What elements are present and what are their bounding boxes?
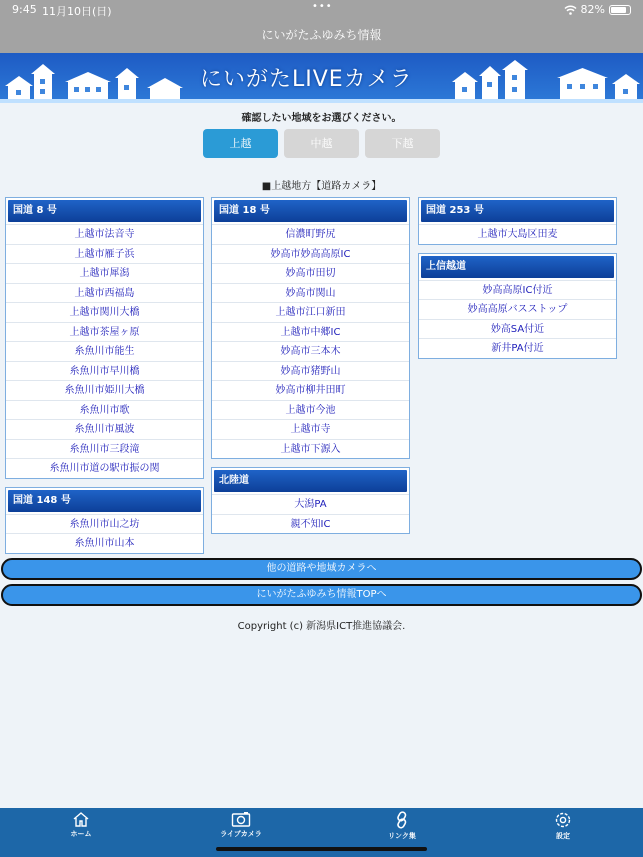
camera-group-title: 国道 148 号	[8, 490, 201, 512]
camera-link[interactable]: 上越市寺	[212, 419, 409, 439]
status-bar	[0, 0, 643, 20]
camera-link[interactable]: 妙高高原IC付近	[419, 280, 616, 300]
camera-link[interactable]: 糸魚川市姫川大橋	[6, 380, 203, 400]
tab-settings-label: 設定	[556, 832, 570, 840]
tab-live-camera[interactable]	[201, 811, 281, 839]
region-tabs	[203, 129, 440, 158]
camera-link[interactable]: 上越市犀潟	[6, 263, 203, 283]
camera-link[interactable]: 妙高SA付近	[419, 319, 616, 339]
tab-home[interactable]	[41, 811, 121, 839]
camera-link[interactable]: 妙高市関山	[212, 283, 409, 303]
status-time: 9:45	[12, 3, 37, 16]
banner	[0, 53, 643, 103]
home-icon	[72, 811, 90, 827]
gear-icon	[554, 811, 572, 829]
copyright: Copyright (c) 新潟県ICT推進協議会.	[237, 621, 406, 632]
camera-group-title: 国道 18 号	[214, 200, 407, 222]
camera-group-title: 上信越道	[421, 256, 614, 278]
status-date: 11月10日(日)	[42, 5, 112, 18]
section-title: ■上越地方【道路カメラ】	[261, 181, 382, 192]
camera-link[interactable]: 妙高市妙高高原IC	[212, 244, 409, 264]
camera-link[interactable]: 妙高市田切	[212, 263, 409, 283]
tab-chuetsu[interactable]: 中越	[284, 129, 359, 158]
camera-group-title: 国道 8 号	[8, 200, 201, 222]
camera-group	[5, 197, 204, 479]
battery-percent: 82%	[580, 3, 605, 16]
other-roads-button[interactable]: 他の道路や地域カメラへ	[1, 558, 642, 580]
camera-link[interactable]: 上越市法音寺	[6, 224, 203, 244]
instruction-text: 確認したい地域をお選びください。	[241, 113, 402, 124]
camera-link[interactable]: 上越市茶屋ヶ原	[6, 322, 203, 342]
camera-link[interactable]: 上越市江口新田	[212, 302, 409, 322]
camera-link[interactable]: 妙高市三本木	[212, 341, 409, 361]
camera-group-title: 国道 253 号	[421, 200, 614, 222]
camera-icon	[231, 811, 251, 827]
camera-link[interactable]: 妙高高原バスストップ	[419, 299, 616, 319]
camera-link[interactable]: 上越市雁子浜	[6, 244, 203, 264]
camera-link[interactable]: 上越市中郷IC	[212, 322, 409, 342]
camera-link[interactable]: 妙高市猪野山	[212, 361, 409, 381]
top-page-button[interactable]: にいがたふゆみち情報TOPへ	[1, 584, 642, 606]
camera-link[interactable]: 大潟PA	[212, 494, 409, 514]
camera-group	[418, 253, 617, 359]
tab-settings[interactable]	[523, 811, 603, 841]
column-1	[5, 197, 204, 562]
battery-icon	[609, 5, 631, 15]
link-icon	[394, 811, 410, 829]
camera-link[interactable]: 新井PA付近	[419, 338, 616, 358]
camera-link[interactable]: 妙高市柳井田町	[212, 380, 409, 400]
camera-link[interactable]: 上越市今池	[212, 400, 409, 420]
camera-group	[211, 197, 410, 459]
multitasking-dots-icon[interactable]: •••	[312, 1, 333, 12]
camera-link[interactable]: 上越市下源入	[212, 439, 409, 459]
tab-joetsu[interactable]: 上越	[203, 129, 278, 158]
camera-group-title: 北陸道	[214, 470, 407, 492]
nav-title: にいがたふゆみち情報	[0, 20, 643, 53]
camera-group	[211, 467, 410, 534]
camera-group	[5, 487, 204, 554]
column-3	[418, 197, 617, 367]
camera-link[interactable]: 糸魚川市三段滝	[6, 439, 203, 459]
banner-title: にいがたLIVEカメラ	[200, 67, 413, 92]
tab-live-camera-label: ライブカメラ	[220, 830, 262, 838]
camera-link[interactable]: 糸魚川市道の駅市振の関	[6, 458, 203, 478]
camera-link[interactable]: 糸魚川市能生	[6, 341, 203, 361]
camera-group	[418, 197, 617, 245]
camera-link[interactable]: 上越市関川大橋	[6, 302, 203, 322]
tab-home-label: ホーム	[70, 830, 92, 838]
camera-link[interactable]: 親不知IC	[212, 514, 409, 534]
camera-link[interactable]: 糸魚川市早川橋	[6, 361, 203, 381]
camera-link[interactable]: 糸魚川市山本	[6, 533, 203, 553]
tab-kaetsu[interactable]: 下越	[365, 129, 440, 158]
tab-links-label: リンク集	[388, 832, 416, 840]
tab-links[interactable]	[362, 811, 442, 841]
home-indicator	[216, 847, 427, 851]
camera-link[interactable]: 糸魚川市風波	[6, 419, 203, 439]
camera-link[interactable]: 糸魚川市山之坊	[6, 514, 203, 534]
camera-link[interactable]: 上越市西福島	[6, 283, 203, 303]
camera-link[interactable]: 信濃町野尻	[212, 224, 409, 244]
column-2	[211, 197, 410, 542]
camera-link[interactable]: 上越市大島区田麦	[419, 224, 616, 244]
wifi-icon	[564, 5, 577, 15]
camera-link[interactable]: 糸魚川市歌	[6, 400, 203, 420]
